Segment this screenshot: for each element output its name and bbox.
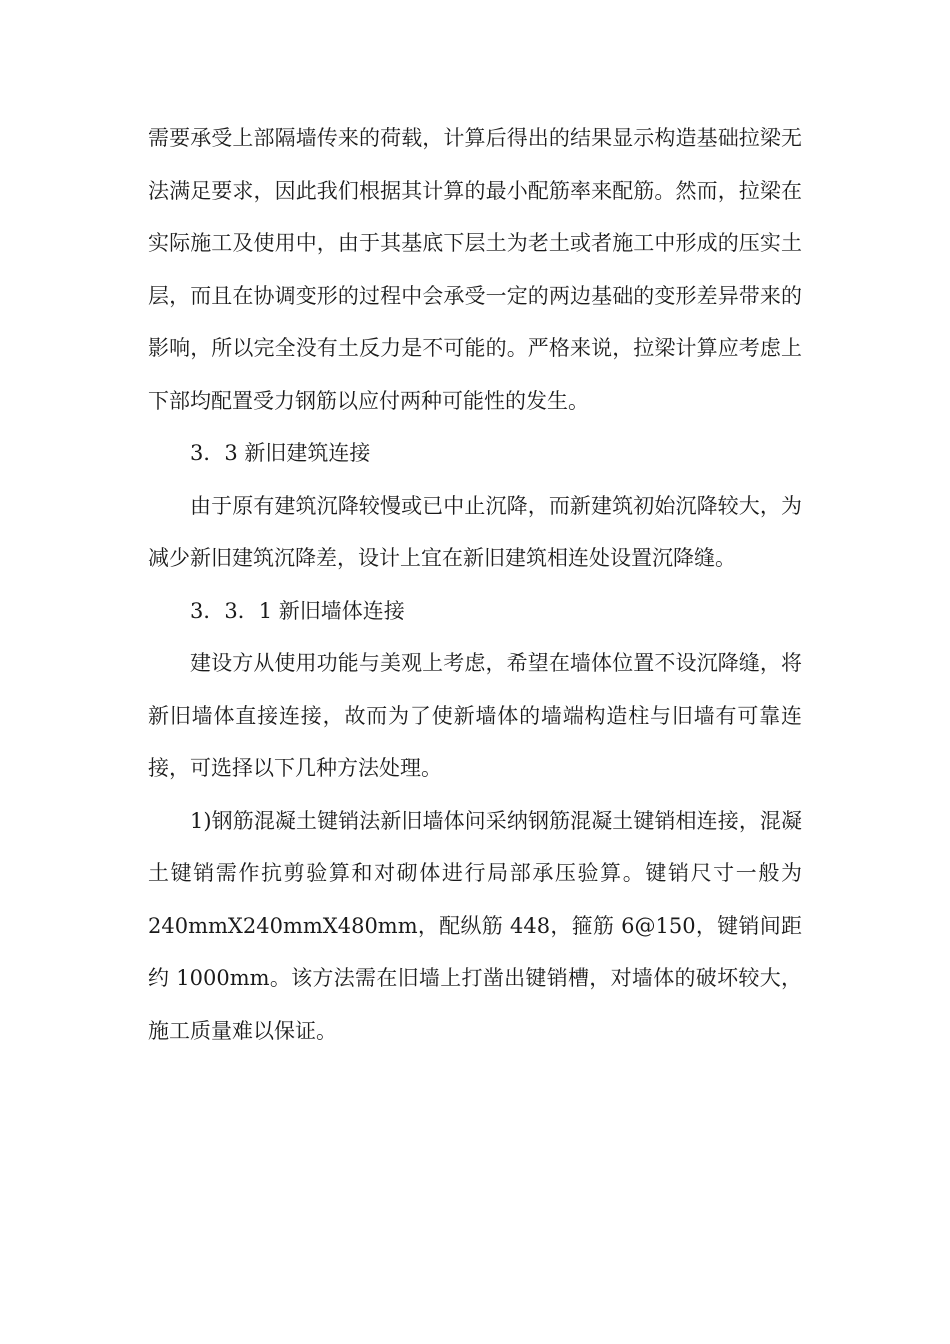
body-paragraph: 由于原有建筑沉降较慢或已中止沉降，而新建筑初始沉降较大，为减少新旧建筑沉降差，设计上宜在新旧建筑相连处设置沉降缝。: [148, 493, 802, 570]
section-heading: 3．3 新旧建筑连接: [190, 441, 371, 465]
body-paragraph: 1)钢筋混凝土键销法新旧墙体问采纳钢筋混凝土键销相连接，混凝土键销需作抗剪验算和对砌体进行局部承压验算。键销尺寸一般为 240mmX240mmX480mm，配纵筋 448，箍筋 6@150，键销间距约 1000mm。该方法需在旧墙上打凿出键销槽，对墙体的破坏较大，施工质量难以保证。: [148, 808, 802, 1043]
body-paragraph: 建设方从使用功能与美观上考虑，希望在墙体位置不设沉降缝，将新旧墙体直接连接，故而为了使新墙体的墙端构造柱与旧墙有可靠连接，可选择以下几种方法处理。: [148, 651, 802, 780]
document-body: [148, 112, 802, 1057]
body-paragraph: 需要承受上部隔墙传来的荷载，计算后得出的结果显示构造基础拉梁无法满足要求，因此我们根据其计算的最小配筋率来配筋。然而，拉梁在实际施工及使用中，由于其基底下层土为老土或者施工中形成的压实土层，而且在协调变形的过程中会承受一定的两边基础的变形差异带来的影响，所以完全没有土反力是不可能的。严格来说，拉梁计算应考虑上下部均配置受力钢筋以应付两种可能性的发生。: [148, 126, 802, 413]
subsection-heading: 3．3．1 新旧墙体连接: [190, 598, 405, 623]
